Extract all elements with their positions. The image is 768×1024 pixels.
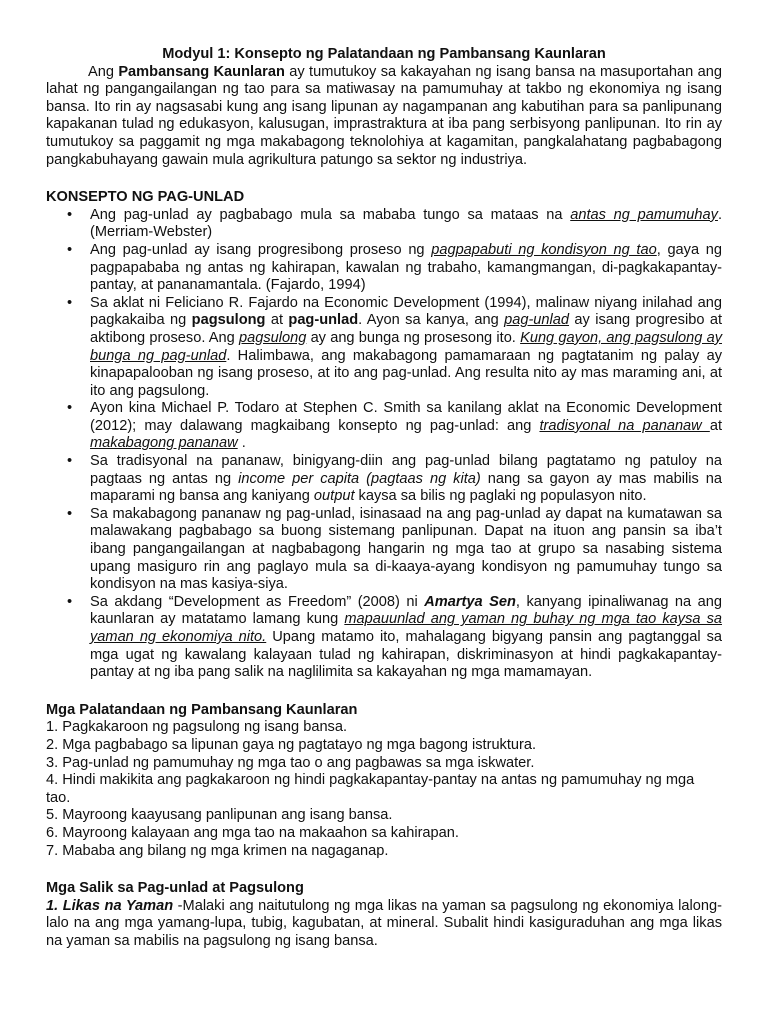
text-run: kaysa sa bilis ng paglaki ng populasyon nito. (354, 488, 647, 505)
underlined-term: tradisyonal na pananaw (539, 417, 710, 434)
underlined-term: pagsulong (238, 329, 307, 346)
text-run: ay ang bunga ng prosesong ito. (306, 329, 521, 346)
underlined-term: antas ng pamumuhay (570, 206, 718, 223)
text-run: Sa akdang “Development as Freedom” (2008) ni (90, 593, 425, 610)
bullet-item (90, 453, 722, 506)
bold-italic-name: Amartya Sen (424, 593, 516, 610)
factor-text: -Malaki ang naitutulong ng mga likas na yaman sa pagsulong ng ekonomiya lalong-lalo na ang mga yamang-lupa, tubig, kagubatan, at mineral. Subalit hindi kasiguraduhan ang mga likas na yaman sa mabilis na pagsulong ng isang bansa. (46, 897, 722, 949)
intro-paragraph (46, 64, 722, 170)
text-run: Ang pag-unlad ay isang progresibong proseso ng (90, 241, 432, 258)
italic-term: income per capita (pagtaas ng kita) (238, 470, 481, 487)
intro-term: Pambansang Kaunlaran (118, 63, 285, 80)
list-item: 4. Hindi makikita ang pagkakaroon ng hindi pagkakapantay-pantay na antas ng pamumuhay ng mga tao. (46, 772, 695, 806)
bullet-item (90, 295, 722, 401)
underlined-term: makabagong pananaw (90, 435, 238, 452)
underlined-term: Kung gayon, ang pagsulong ay bunga ng pag-unlad (90, 329, 722, 364)
list-item: 2. Mga pagbabago sa lipunan gaya ng pagtatayo ng mga bagong istruktura. (46, 736, 537, 753)
bullet-item (90, 242, 722, 295)
text-run: Sa tradisyonal na pananaw, binigyang-diin ang pag-unlad bilang pagtatamo ng patuloy na pagtaas ng antas ng (90, 453, 722, 487)
bullet-item (90, 400, 722, 453)
bullet-item (90, 207, 722, 242)
text-run: Ayon kina Michael P. Todaro at Stephen C. Smith sa kanilang aklat na Economic Development (2012); may dalawang magkaibang konsepto ng pag-unlad: ang (90, 400, 722, 434)
text-run: at (265, 312, 289, 329)
bullet-item (90, 506, 722, 594)
text-run: Ang pag-unlad ay pagbabago mula sa mababa tungo sa mataas na (90, 206, 571, 223)
text-run: . Halimbawa, ang makabagong pamamaraan ng pagtatanim ng palay ay kinapapalooban ng isang proseso, at ito ang pag-unlad. Ang resulta nito ay mas maraming ani, at ito ang pagsulong. (90, 347, 722, 399)
italic-term: output (313, 488, 355, 505)
bold-term: pagsulong (191, 312, 266, 329)
text-run: Sa aklat ni Feliciano R. Fajardo na Economic Development (1994), malinaw niyang inilahad ang pagkakaiba ng (90, 294, 722, 329)
text-run: ay isang progresibo at aktibong proseso. Ang (90, 312, 722, 346)
list-item: 6. Mayroong kalayaan ang mga tao na makaahon sa kahirapan. (46, 824, 459, 841)
factor-paragraph (46, 898, 722, 951)
text-run: , gaya ng pagpapababa ng antas ng kahirapan, kawalan ng trabaho, kamangmangan, di-pagkakapantay-pantay, at pananamantala. (Fajardo, 1994) (90, 241, 722, 294)
bullet-item (90, 594, 722, 682)
text-run: , kanyang ipinaliwanag na ang kaunlaran ay matatamo lamang kung (90, 593, 723, 628)
list-item: 3. Pag-unlad ng pamumuhay ng mga tao o ang pagbawas sa mga iskwater. (46, 754, 535, 771)
list-item: 7. Mababa ang bilang ng mga krimen na nagaganap. (46, 842, 389, 859)
text-run: . (Merriam-Webster) (90, 206, 722, 241)
section-heading-konsepto: KONSEPTO NG PAG-UNLAD (46, 189, 245, 206)
text-run: . (237, 435, 246, 452)
bold-term: pag-unlad (288, 312, 359, 329)
section-heading-salik: Mga Salik sa Pag-unlad at Pagsulong (46, 880, 304, 897)
intro-body: ay tumutukoy sa kakayahan ng isang bansa na masuportahan ang lahat ng pangangailangan ng tao para sa matiwasay na pamumuhay at takbo ng ekonomiya ng isang bansa. Ito rin ay nagsasabi kung ang isang lipunan ay nagampanan ang kabutihan para sa panlipunang kapakanan tulad ng edukasyon, kalusugan, imprastraktura at iba pang serbisyong panlipunan. Ito rin ay tumutukoy sa paggamit ng mga makabagong teknolohiya at kagamitan, pangkalahatang pagbabagong pangkabuhayang gawain mula agrikultura patungo sa sektor ng industriya. (46, 63, 722, 168)
intro-lead: Ang (88, 63, 119, 80)
text-run: at (709, 417, 722, 434)
section-heading-palatandaan: Mga Palatandaan ng Pambansang Kaunlaran (46, 701, 358, 718)
text-run: Sa makabagong pananaw ng pag-unlad, isinasaad na ang pag-unlad ay dapat na kumatawan sa malawakang pagbabago sa buong sistemang panlipunan. Dapat na ituon ang pansin sa iba’t ibang pangangailangan at nagbabagong hangarin ng mga tao at grupo sa nasabing sistema upang masiguro rin ang paglayo mula sa di-kaaya-ayang kondisyon ng pamumuhay tungo sa kondisyon na mas kasiya-siya. (90, 505, 722, 593)
palatandaan-list (46, 719, 722, 860)
text-run: nang sa gayon ay mas mabilis na maparami ng bansa ang kaniyang (90, 470, 722, 505)
underlined-term: mapauunlad ang yaman ng buhay ng mga tao kaysa sa yaman ng ekonomiya nito. (90, 611, 722, 645)
factor-label: 1. Likas na Yaman (46, 897, 174, 914)
underlined-term: pag-unlad (504, 312, 570, 329)
list-item: 5. Mayroong kaayusang panlipunan ang isang bansa. (46, 807, 393, 824)
text-run: . Ayon sa kanya, ang (358, 312, 505, 329)
underlined-term: pagpapabuti ng kondisyon ng tao (431, 241, 657, 258)
konsepto-bullet-list (46, 207, 722, 682)
text-run: Upang matamo ito, mahalagang bigyang pansin ang pagtanggal sa mga ugat ng kawalang kalayaan tulad ng kahirapan, diskriminasyon at hindi pagkakapantay-pantay at ng iba pang salik na naglilimita sa kakayahan ng mga mamamayan. (90, 629, 722, 681)
list-item: 1. Pagkakaroon ng pagsulong ng isang bansa. (46, 719, 348, 736)
document-title: Modyul 1: Konsepto ng Palatandaan ng Pambansang Kaunlaran (162, 46, 606, 62)
